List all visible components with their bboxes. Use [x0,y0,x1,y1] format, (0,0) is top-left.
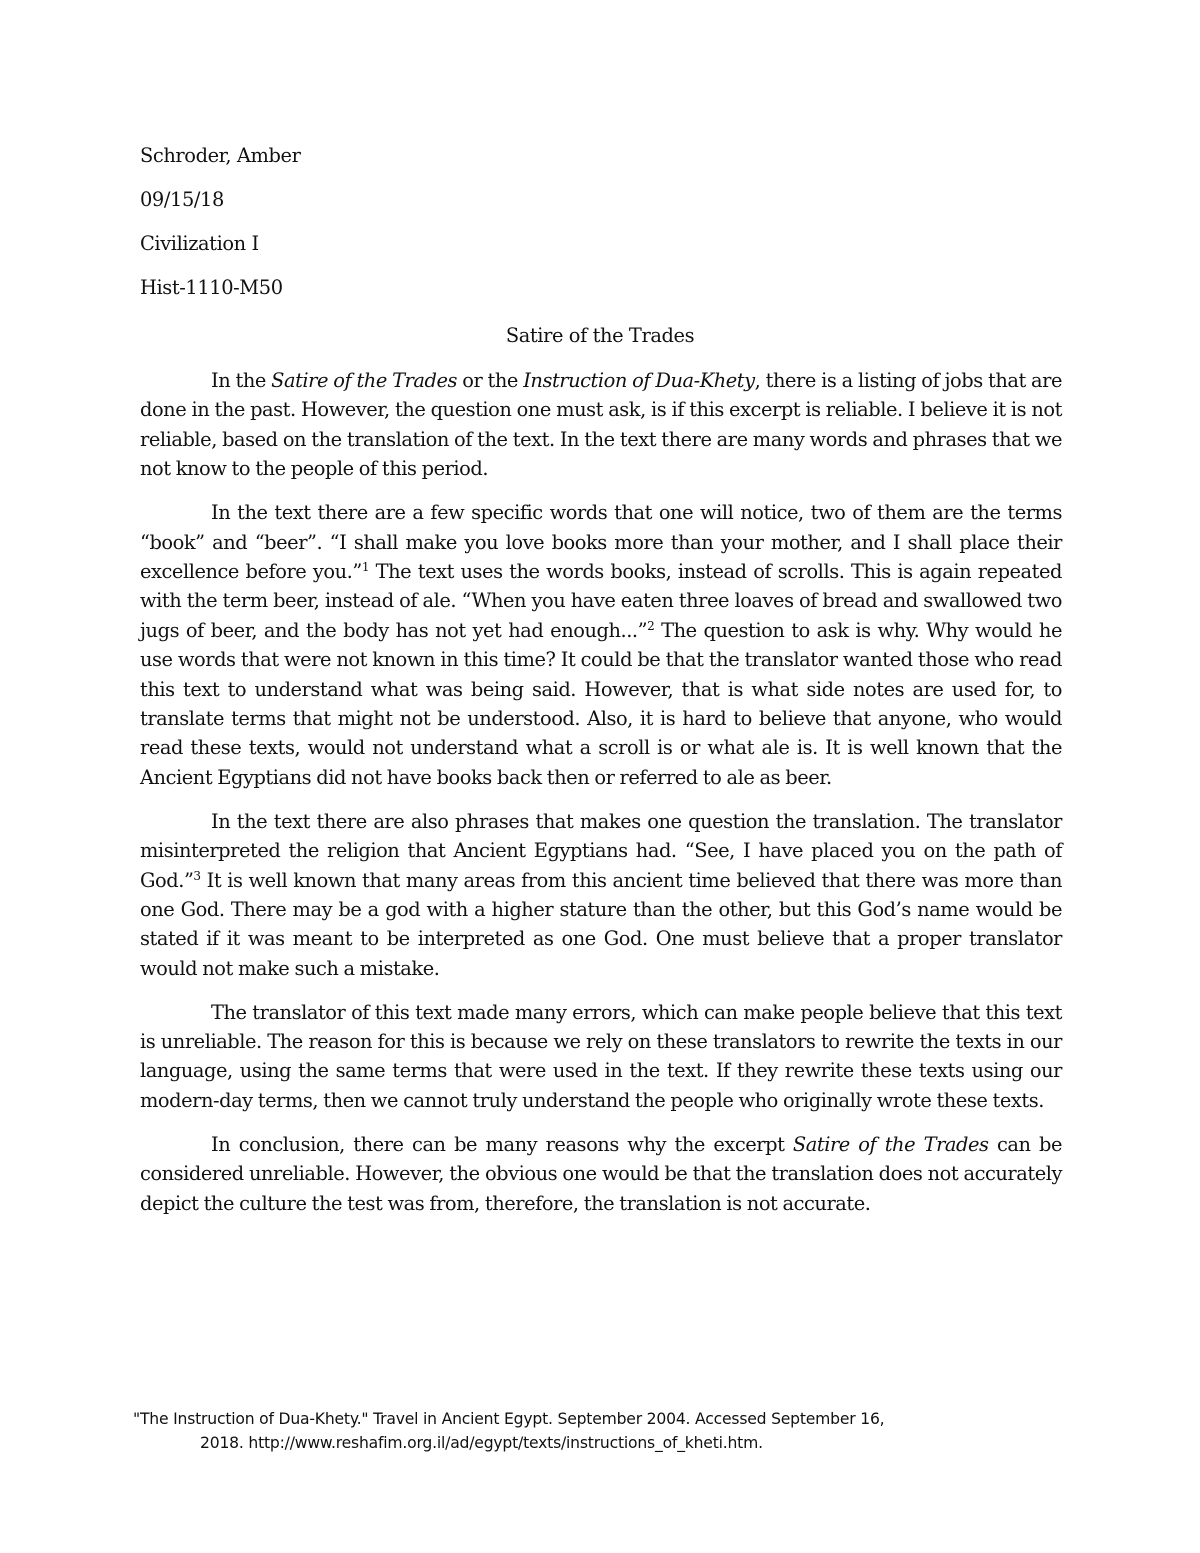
document-date: 09/15/18 [140,188,224,211]
text-run: The text uses the words books, instead of scrolls. This is again repeated with the term beer, instead of ale. “When you have eaten three loaves of bread and swallowed two jugs of beer, and the body has not yet had enough...” [140,559,1062,642]
text-run: In the text there are also phrases that makes one question the translation. The translator misinterpreted the religion that Ancient Egyptians had. “See, I have placed you on the path of God.” [140,809,1062,892]
paragraph-3 [140,807,1062,983]
course-name: Civilization I [140,232,259,255]
course-section: Hist-1110-M50 [140,276,283,299]
footnote-ref-3: 3 [193,868,201,883]
document-title: Satire of the Trades [505,324,695,347]
footnote-ref-2: 2 [647,618,655,633]
text-run: , there is a listing of jobs that are done in the past. However, the question one must ask, is if this excerpt is reliable. I believe it is not reliable, based on the translation of the text. In the text there are many words and phrases that we not know to the people of this period. [140,369,1063,481]
text-run: In the [211,369,272,392]
text-run: The translator of this text made many errors, which can make people believe that this text is unreliable. The reason for this is because we rely on these translators to rewrite the texts in our language, using the same terms that were used in the text. If they rewrite these texts using our modern-day terms, then we cannot truly understand the people who originally wrote these texts. [140,1000,1062,1112]
text-run: or the [457,369,524,392]
document-header [140,141,300,317]
text-run: It is well known that many areas from this ancient time believed that there was more than one God. There may be a god with a higher stature than the other, but this God’s name would be stated if it was meant to be interpreted as one God. One must believe that a proper translator would not make such a mistake. [140,868,1062,980]
footnote-ref-1: 1 [361,559,370,574]
text-run: The question to ask is why. Why would he use words that were not known in this time? It could be that the translator wanted those who read this text to understand what was being said. However, that is what side notes are used for, to translate terms that might not be understood. Also, it is hard to believe that anyone, who would read these texts, would not understand what a scroll is or what ale is. It is well known that the Ancient Egyptians did not have books back then or referred to ale as beer. [140,618,1062,789]
text-run: can be considered unreliable. However, the obvious one would be that the translation does not accurately depict the culture the test was from, therefore, the translation is not accurate. [140,1132,1063,1215]
text-run: In conclusion, there can be many reasons why the excerpt [211,1132,793,1156]
italic-title: Instruction of Dua-Khety [523,369,755,392]
text-run: In the text there are a few specific words that one will notice, two of them are the terms “book” and “beer”. “I shall make you love books more than your mother, and I shall place their excellence before you.” [140,501,1062,583]
paragraph-5 [140,1130,1062,1218]
paragraph-2 [140,498,1062,792]
author-name: Schroder, Amber [140,144,301,167]
footnote-line: 2018. http://www.reshafim.org.il/ad/egypt/texts/instructions_of_kheti.htm. [200,1434,763,1452]
footnote-citation [133,1407,1033,1455]
italic-title: Satire of the Trades [271,369,458,392]
paragraph-1 [140,366,1062,484]
document-body [140,366,1062,1232]
italic-title: Satire of the Trades [792,1132,989,1156]
footnote-line: "The Instruction of Dua-Khety." Travel in Ancient Egypt. September 2004. Accessed September 16, [133,1410,885,1428]
paragraph-4 [140,998,1062,1116]
